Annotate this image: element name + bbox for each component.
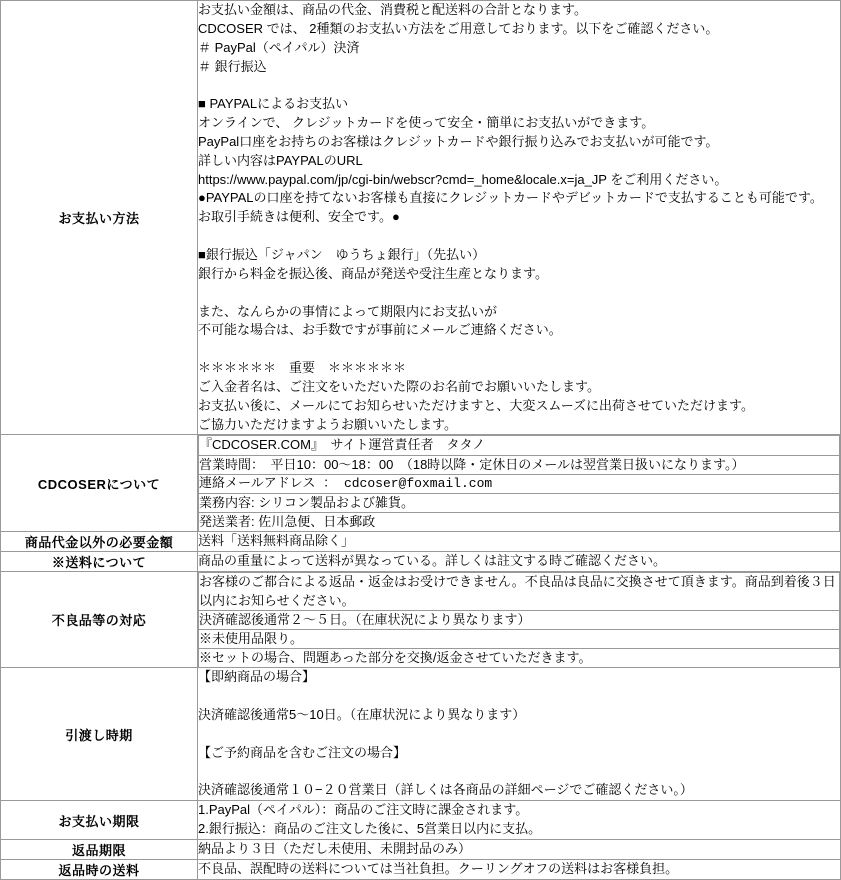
table-row bbox=[1, 801, 841, 840]
row-value-text bbox=[198, 552, 840, 571]
blank-line bbox=[198, 340, 840, 359]
text-line: 【ご予約商品を含むご注文の場合】 bbox=[198, 744, 407, 760]
row-value-sublist bbox=[198, 572, 840, 667]
row-label: 返品時の送料 bbox=[1, 859, 198, 879]
text-line: 決済確認後通常5〜10日。（在庫状況により異なります） bbox=[198, 706, 526, 722]
row-value bbox=[198, 572, 841, 668]
text-line: 銀行から料金を振込後、商品が発送や受注生産となります。 bbox=[198, 265, 548, 281]
text-line: 送料「送料無料商品除く」 bbox=[198, 533, 355, 549]
row-value bbox=[198, 1, 841, 435]
text-line: ●PAYPALの口座を持てないお客様も直接にクレジットカードやデビットカードで支払することも可能です。 bbox=[198, 190, 823, 206]
text-line: ■銀行振込「ジャパン ゆうちょ銀行」（先払い） bbox=[198, 246, 486, 262]
sub-row bbox=[199, 455, 840, 474]
sub-row-text: ※未使用品限り。 bbox=[199, 629, 840, 648]
table-row bbox=[1, 435, 841, 532]
row-value-text bbox=[198, 840, 840, 859]
text-line: ＃ PayPal（ペイパル）決済 bbox=[198, 39, 360, 55]
text-line: 不可能な場合は、お手数ですが事前にメールご連絡ください。 bbox=[198, 322, 562, 338]
row-value-text bbox=[198, 532, 840, 551]
text-line: CDCOSER では、 2種類のお支払い方法をご用意しております。以下をご確認ください。 bbox=[198, 20, 719, 36]
row-label: 引渡し時期 bbox=[1, 668, 198, 801]
row-value-text bbox=[198, 668, 840, 800]
sub-row-text: 『CDCOSER.COM』 サイト運営責任者 タタノ bbox=[199, 436, 840, 455]
text-line: ご協力いただけますようお願いいたします。 bbox=[198, 416, 457, 432]
text-line: お取引手続きは便利、安全です。● bbox=[198, 209, 400, 225]
text-line: ＃ 銀行振込 bbox=[198, 58, 267, 74]
table-row bbox=[1, 532, 841, 552]
text-line: 決済確認後通常１０−２０営業日（詳しくは各商品の詳細ページでご確認ください。） bbox=[198, 782, 693, 798]
row-label: 不良品等の対応 bbox=[1, 572, 198, 668]
row-value-text bbox=[198, 1, 840, 434]
table-row bbox=[1, 859, 841, 879]
row-label: 商品代金以外の必要金額 bbox=[1, 532, 198, 552]
sub-row-text: 営業時間： 平日10：00〜18：00 （18時以降・定休日のメールは翌営業日扱いになります。） bbox=[199, 455, 840, 474]
row-value-text bbox=[198, 860, 840, 879]
text-line: お支払い金額は、商品の代金、消費税と配送料の合計となります。 bbox=[198, 2, 587, 17]
sub-row-text: 発送業者: 佐川急便、日本郵政 bbox=[199, 513, 840, 532]
text-line: 1.PayPal（ペイパル）：商品のご注文時に課金されます。 bbox=[198, 802, 529, 818]
row-value bbox=[198, 859, 841, 879]
sub-row-text: ※セットの場合、問題あった部分を交換/返金させていただきます。 bbox=[199, 649, 840, 668]
sub-row bbox=[199, 474, 840, 493]
table-row bbox=[1, 839, 841, 859]
sub-row-text: 決済確認後通常２〜５日。（在庫状況により異なります） bbox=[199, 610, 840, 629]
blank-line bbox=[198, 725, 840, 744]
sub-row bbox=[199, 493, 840, 512]
sub-row-text: 業務内容: シリコン製品および雑貨。 bbox=[199, 493, 840, 512]
sub-row bbox=[199, 649, 840, 668]
text-line: 2.銀行振込：商品のご注文した後に、5営業日以内に支払。 bbox=[198, 821, 542, 837]
row-value bbox=[198, 839, 841, 859]
row-label: ※送料について bbox=[1, 552, 198, 572]
sub-row-text: お客様のご都合による返品・返金はお受けできません。不良品は良品に交換させて頂きます。商品到着後３日以内にお知らせください。 bbox=[199, 573, 840, 610]
text-line: 詳しい内容はPAYPALのURL bbox=[198, 152, 363, 168]
row-label: CDCOSERについて bbox=[1, 435, 198, 532]
row-value bbox=[198, 801, 841, 840]
row-label: お支払い期限 bbox=[1, 801, 198, 840]
blank-line bbox=[198, 76, 840, 95]
row-value bbox=[198, 668, 841, 801]
text-line: 納品より３日（ただし未使用、未開封品のみ） bbox=[198, 840, 472, 856]
text-line: オンラインで、 クレジットカードを使って安全・簡単にお支払いができます。 bbox=[198, 115, 655, 131]
blank-line bbox=[198, 227, 840, 246]
text-line: 【即納商品の場合】 bbox=[198, 669, 316, 685]
sub-row bbox=[199, 610, 840, 629]
table-row bbox=[1, 668, 841, 801]
row-value bbox=[198, 552, 841, 572]
row-label: 返品期限 bbox=[1, 839, 198, 859]
blank-line bbox=[198, 284, 840, 303]
row-value-text bbox=[198, 801, 840, 839]
text-line: https://www.paypal.com/jp/cgi-bin/webscr?cmd=_home&locale.x=ja_JP をご利用ください。 bbox=[198, 171, 728, 187]
table-row bbox=[1, 1, 841, 435]
sub-row bbox=[199, 629, 840, 648]
table-row bbox=[1, 572, 841, 668]
row-label: お支払い方法 bbox=[1, 1, 198, 435]
text-line: ご入金者名は、ご注文をいただいた際のお名前でお願いいたします。 bbox=[198, 378, 600, 394]
text-line: お支払い後に、メールにてお知らせいただけますと、大変スムーズに出荷させていただけます。 bbox=[198, 397, 755, 413]
row-value bbox=[198, 532, 841, 552]
sub-row bbox=[199, 513, 840, 532]
text-line: 商品の重量によって送料が異なっている。詳しくは註文する時ご確認ください。 bbox=[198, 553, 667, 569]
sub-row-text: 連絡メールアドレス ： cdcoser@foxmail.com bbox=[199, 474, 840, 493]
blank-line bbox=[198, 687, 840, 706]
text-line: ■ PAYPALによるお支払い bbox=[198, 96, 349, 112]
sub-row bbox=[199, 573, 840, 610]
row-value bbox=[198, 435, 841, 532]
text-line: また、なんらかの事情によって期限内にお支払いが bbox=[198, 303, 498, 319]
blank-line bbox=[198, 763, 840, 782]
table-row bbox=[1, 552, 841, 572]
text-line: ＊＊＊＊＊＊ 重要 ＊＊＊＊＊＊ bbox=[198, 360, 407, 376]
text-line: PayPal口座をお持ちのお客様はクレジットカードや銀行振り込みでお支払いが可能です。 bbox=[198, 133, 719, 149]
row-value-sublist bbox=[198, 435, 840, 531]
sub-row bbox=[199, 436, 840, 455]
text-line: 不良品、誤配時の送料については当社負担。クーリングオフの送料はお客様負担。 bbox=[198, 860, 679, 876]
